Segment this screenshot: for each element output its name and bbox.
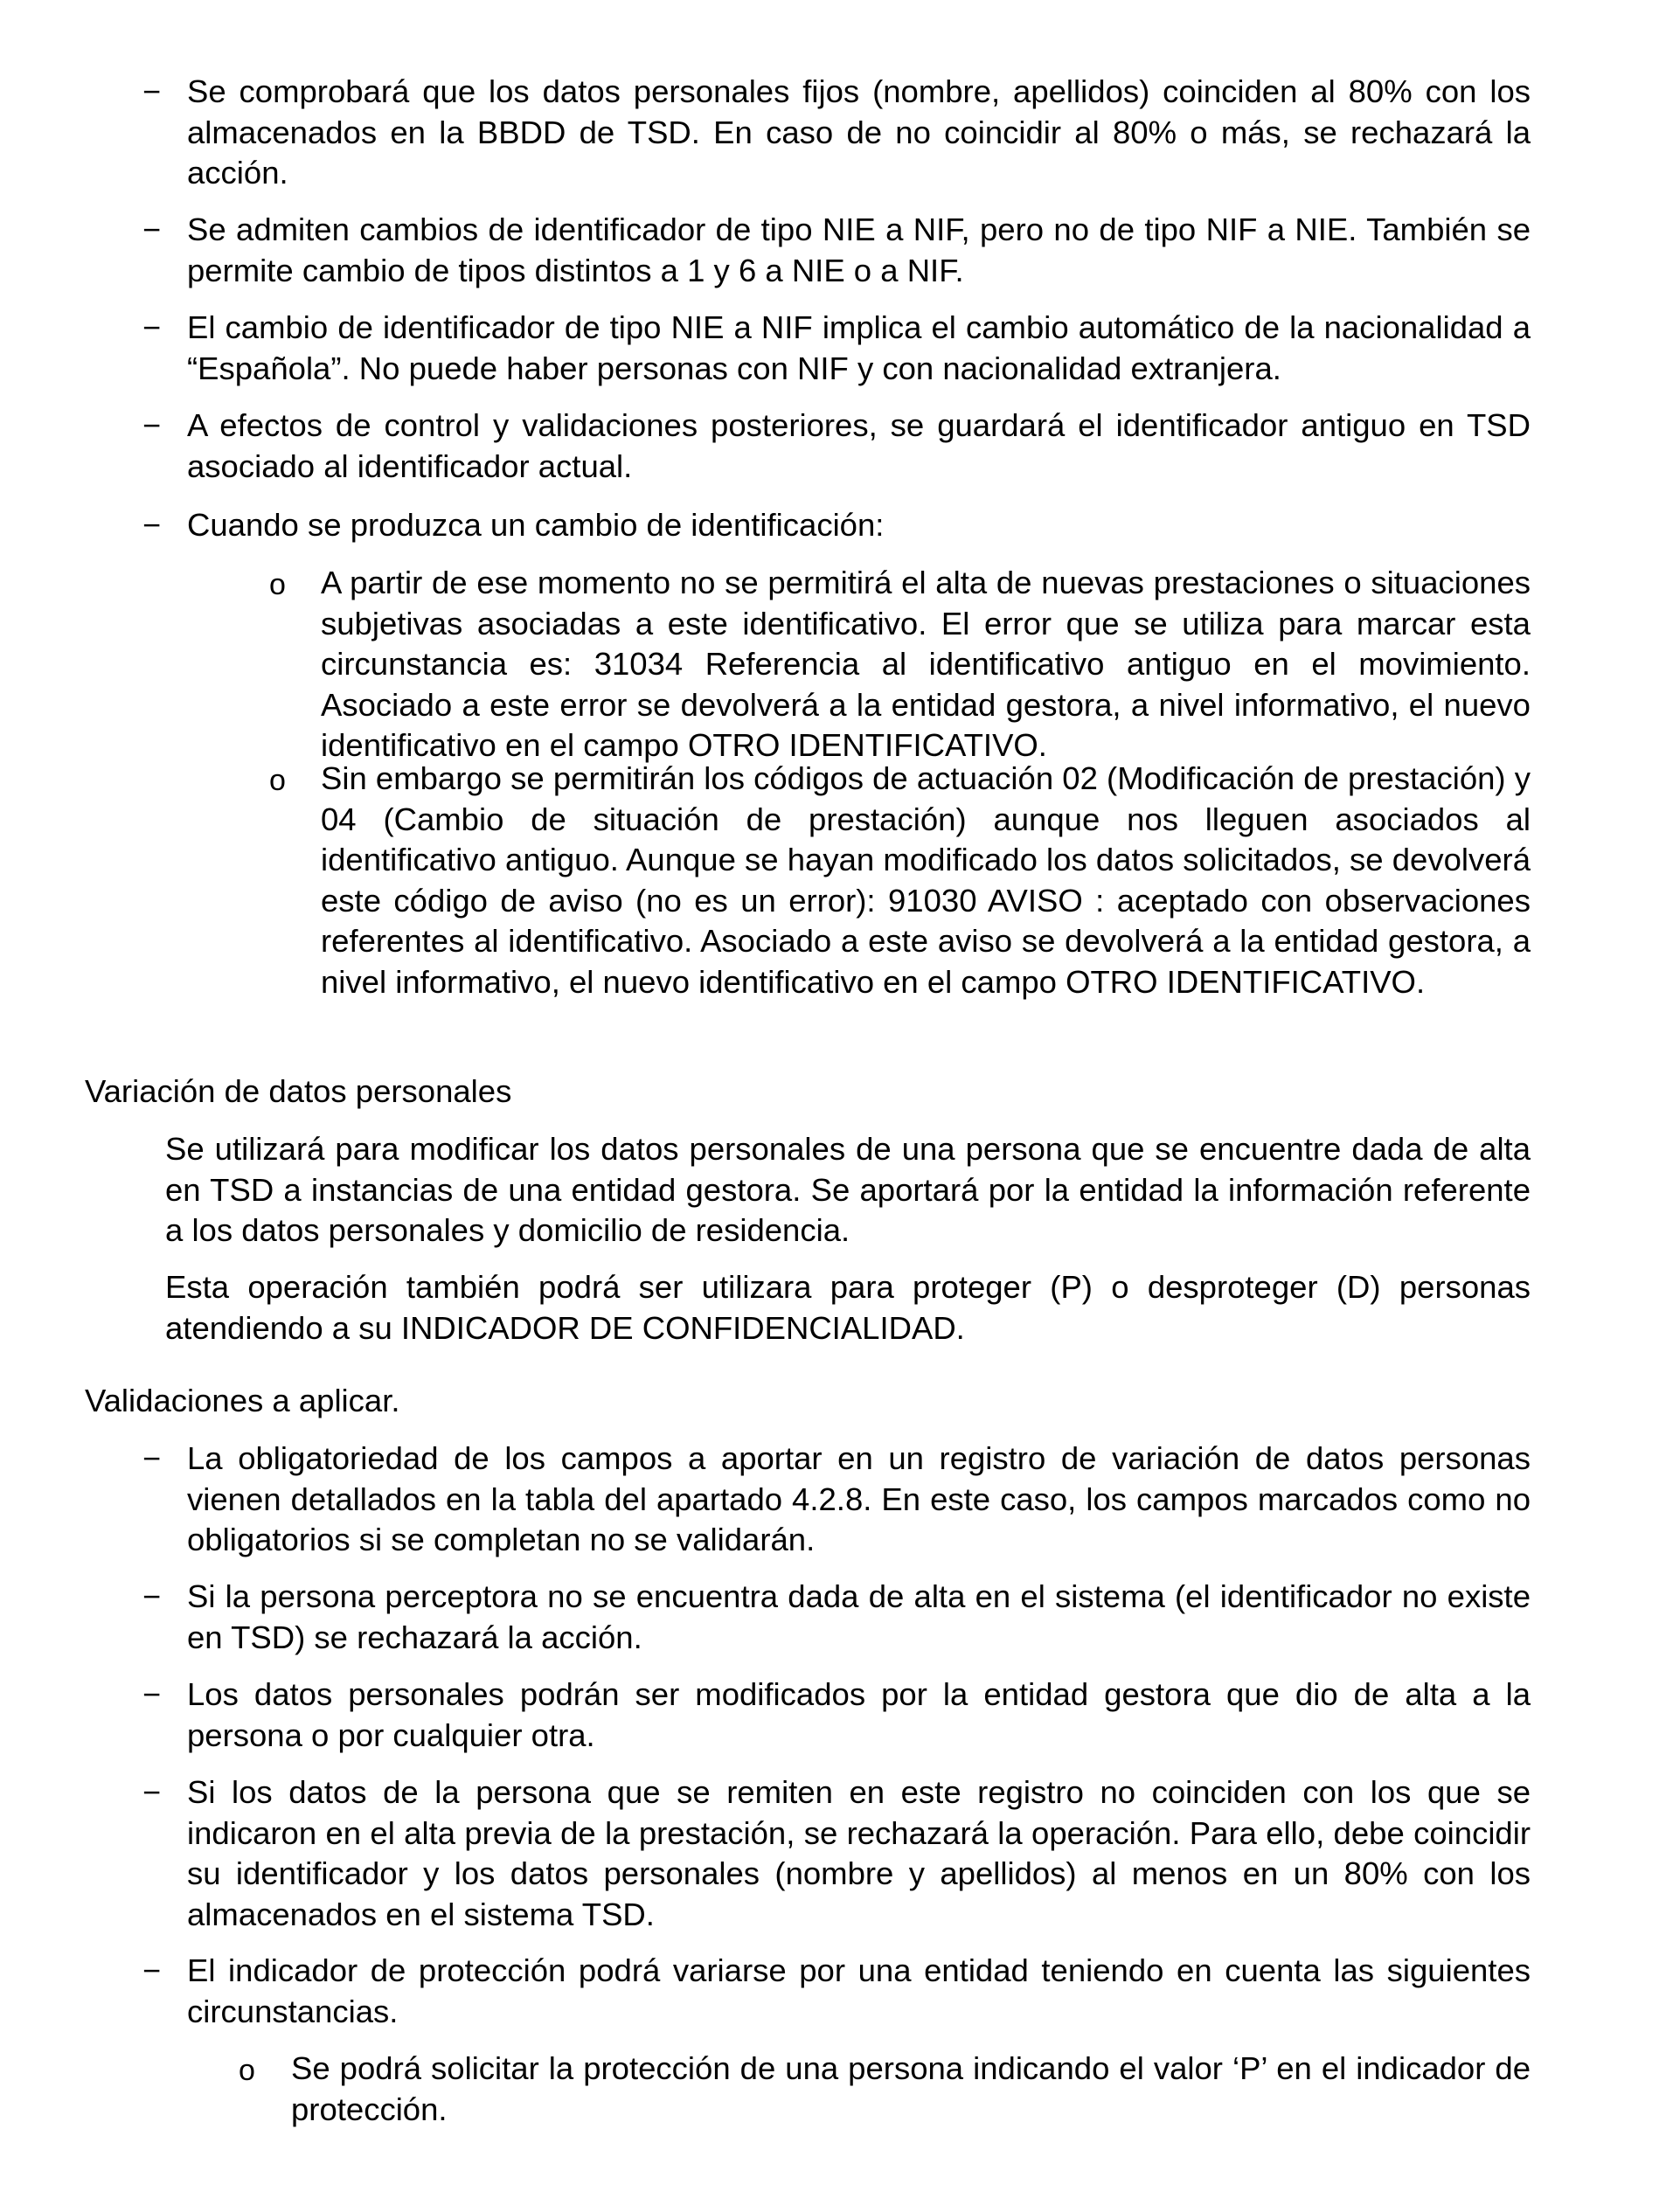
sub-list-item xyxy=(0,563,1673,766)
list-item-text: Si la persona perceptora no se encuentra dada de alta en el sistema (el identificador no existe en TSD) se rechazará la acción. xyxy=(187,1578,1531,1655)
dash-bullet: − xyxy=(142,1578,162,1614)
list-item xyxy=(0,1772,1673,1935)
dash-bullet: − xyxy=(142,1774,162,1810)
list-item xyxy=(0,210,1673,291)
dash-bullet: − xyxy=(142,1440,162,1476)
circle-bullet: o xyxy=(269,568,286,601)
dash-bullet: − xyxy=(142,507,162,543)
list-item xyxy=(0,1439,1673,1561)
sub-list-item-text: A partir de ese momento no se permitirá el alta de nuevas prestaciones o situaciones subjetivas asociadas a este identificativo. El error que se utiliza para marcar esta circunstancia es: 31034 Referencia al identificativo antiguo en el movimiento. Asociado a este error se devolverá a la entidad gestora, a nivel informativo, el nuevo identificativo en el campo OTRO IDENTIFICATIVO. xyxy=(321,565,1531,763)
list-item-text: Se comprobará que los datos personales fijos (nombre, apellidos) coinciden al 80% con los almacenados en la BBDD de TSD. En caso de no coincidir al 80% o más, se rechazará la acción. xyxy=(187,73,1531,191)
list-item-text: Si los datos de la persona que se remiten en este registro no coinciden con los que se indicaron en el alta previa de la prestación, se rechazará la operación. Para ello, debe coincidir su identificador y los datos personales (nombre y apellidos) al menos en un 80% con los almacenados en el sistema TSD. xyxy=(187,1774,1531,1932)
list-item xyxy=(0,1951,1673,2032)
list-item-text: Se admiten cambios de identificador de tipo NIE a NIF, pero no de tipo NIF a NIE. También se permite cambio de tipos distintos a 1 y 6 a NIE o a NIF. xyxy=(187,211,1531,288)
circle-bullet: o xyxy=(269,764,286,797)
list-item-text: El cambio de identificador de tipo NIE a NIF implica el cambio automático de la nacionalidad a “Española”. No puede haber personas con NIF y con nacionalidad extranjera. xyxy=(187,309,1531,386)
section-heading: Variación de datos personales xyxy=(85,1073,512,1109)
dash-bullet: − xyxy=(142,73,162,109)
list-item xyxy=(0,1577,1673,1658)
list-item-text: Cuando se produzca un cambio de identificación: xyxy=(187,507,885,543)
list-item xyxy=(0,505,1673,546)
sub-list-item-text: Se podrá solicitar la protección de una persona indicando el valor ‘P’ en el indicador de protección. xyxy=(291,2050,1531,2127)
dash-bullet: − xyxy=(142,211,162,247)
list-item xyxy=(0,406,1673,487)
sub-list-item xyxy=(0,759,1673,1002)
circle-bullet: o xyxy=(239,2054,255,2087)
list-item-text: Los datos personales podrán ser modificados por la entidad gestora que dio de alta a la persona o por cualquier otra. xyxy=(187,1676,1531,1753)
list-item-text: La obligatoriedad de los campos a aportar en un registro de variación de datos personas vienen detallados en la tabla del apartado 4.2.8. En este caso, los campos marcados como no obligatorios si se completan no se validarán. xyxy=(187,1440,1531,1557)
dash-bullet: − xyxy=(142,309,162,345)
dash-bullet: − xyxy=(142,1952,162,1988)
sub-list-item xyxy=(0,2049,1673,2130)
sub-list-item-text: Sin embargo se permitirán los códigos de actuación 02 (Modificación de prestación) y 04 (Cambio de situación de prestación) aunque nos lleguen asociados al identificativo antiguo. Aunque se hayan modificado los datos solicitados, se devolverá este código de aviso (no es un error): 91030 AVISO : aceptado con observaciones referentes al identificativo. Asociado a este aviso se devolverá a la entidad gestora, a nivel informativo, el nuevo identificativo en el campo OTRO IDENTIFICATIVO. xyxy=(321,760,1531,1000)
dash-bullet: − xyxy=(142,1676,162,1712)
dash-bullet: − xyxy=(142,407,162,443)
list-item xyxy=(0,308,1673,389)
list-item-text: A efectos de control y validaciones posteriores, se guardará el identificador antiguo en TSD asociado al identificador actual. xyxy=(187,407,1531,484)
body-paragraph: Esta operación también podrá ser utilizara para proteger (P) o desproteger (D) personas atendiendo a su INDICADOR DE CONFIDENCIALIDAD. xyxy=(165,1269,1531,1346)
section-heading: Validaciones a aplicar. xyxy=(85,1383,400,1418)
list-item-text: El indicador de protección podrá variarse por una entidad teniendo en cuenta las siguientes circunstancias. xyxy=(187,1952,1531,2029)
list-item xyxy=(0,72,1673,194)
list-item xyxy=(0,1675,1673,1756)
body-paragraph: Se utilizará para modificar los datos personales de una persona que se encuentre dada de alta en TSD a instancias de una entidad gestora. Se aportará por la entidad la información referente a los datos personales y domicilio de residencia. xyxy=(165,1131,1531,1248)
